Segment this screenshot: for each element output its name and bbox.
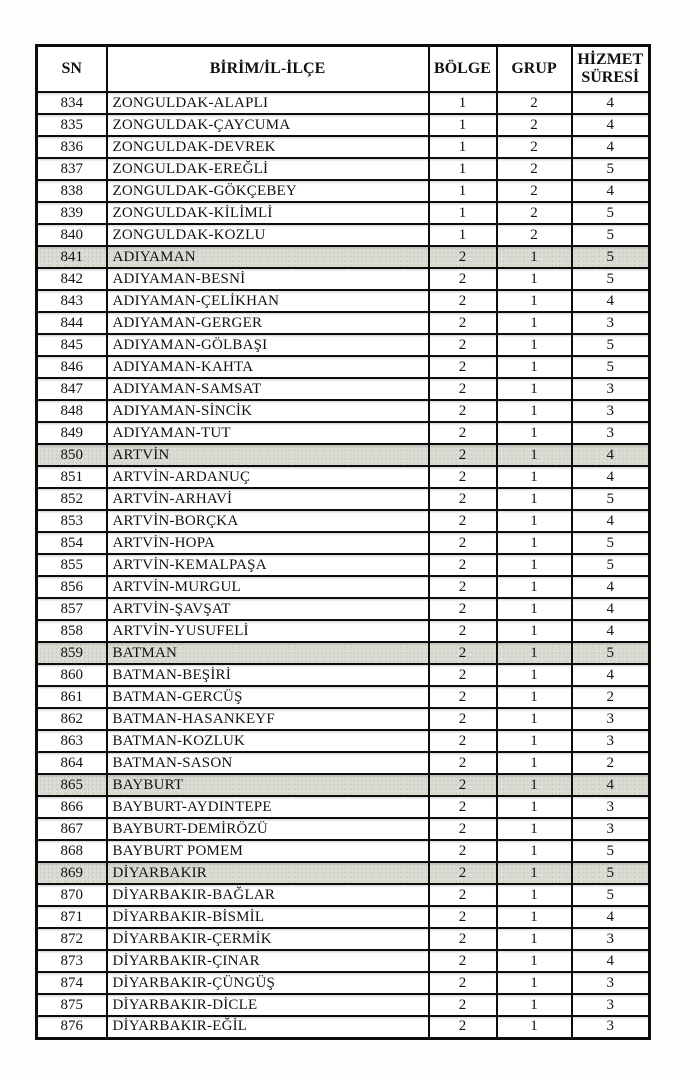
cell-bolge: 2	[429, 664, 497, 686]
cell-hizmet: 5	[572, 158, 650, 180]
cell-hizmet: 3	[572, 796, 650, 818]
cell-bolge: 2	[429, 752, 497, 774]
cell-sn: 862	[37, 708, 107, 730]
cell-sn: 869	[37, 862, 107, 884]
cell-sn: 849	[37, 422, 107, 444]
cell-sn: 858	[37, 620, 107, 642]
table-row	[37, 642, 650, 664]
cell-sn: 874	[37, 972, 107, 994]
cell-sn: 866	[37, 796, 107, 818]
table-row	[37, 620, 650, 642]
cell-sn: 835	[37, 114, 107, 136]
cell-bolge: 2	[429, 488, 497, 510]
cell-sn: 845	[37, 334, 107, 356]
cell-sn: 875	[37, 994, 107, 1016]
table-row	[37, 92, 650, 114]
cell-unit: ADIYAMAN	[107, 246, 429, 268]
cell-grup: 1	[497, 664, 572, 686]
table-row	[37, 268, 650, 290]
table-row	[37, 708, 650, 730]
cell-sn: 842	[37, 268, 107, 290]
cell-hizmet: 4	[572, 114, 650, 136]
column-header-unit: BİRİM/İL-İLÇE	[107, 46, 429, 93]
cell-hizmet: 3	[572, 708, 650, 730]
table-row	[37, 994, 650, 1016]
cell-unit: DİYARBAKIR-EĞİL	[107, 1016, 429, 1038]
table-row	[37, 290, 650, 312]
cell-unit: DİYARBAKIR	[107, 862, 429, 884]
cell-bolge: 2	[429, 576, 497, 598]
cell-hizmet: 3	[572, 928, 650, 950]
cell-grup: 1	[497, 730, 572, 752]
cell-unit: ARTVİN	[107, 444, 429, 466]
table-row	[37, 884, 650, 906]
table-row	[37, 862, 650, 884]
cell-sn: 867	[37, 818, 107, 840]
cell-unit: ZONGULDAK-ALAPLI	[107, 92, 429, 114]
cell-sn: 840	[37, 224, 107, 246]
cell-unit: ADIYAMAN-KAHTA	[107, 356, 429, 378]
table-row	[37, 158, 650, 180]
cell-unit: BATMAN	[107, 642, 429, 664]
table-row	[37, 840, 650, 862]
cell-bolge: 1	[429, 114, 497, 136]
cell-grup: 1	[497, 576, 572, 598]
cell-hizmet: 5	[572, 884, 650, 906]
cell-sn: 873	[37, 950, 107, 972]
table-row	[37, 180, 650, 202]
cell-hizmet: 4	[572, 136, 650, 158]
cell-sn: 861	[37, 686, 107, 708]
cell-grup: 1	[497, 466, 572, 488]
cell-bolge: 2	[429, 356, 497, 378]
cell-hizmet: 5	[572, 862, 650, 884]
cell-hizmet: 2	[572, 686, 650, 708]
cell-hizmet: 4	[572, 92, 650, 114]
cell-unit: ARTVİN-HOPA	[107, 532, 429, 554]
cell-grup: 2	[497, 224, 572, 246]
cell-grup: 1	[497, 796, 572, 818]
cell-bolge: 1	[429, 136, 497, 158]
cell-hizmet: 3	[572, 378, 650, 400]
cell-unit: BATMAN-KOZLUK	[107, 730, 429, 752]
cell-bolge: 2	[429, 334, 497, 356]
cell-grup: 2	[497, 180, 572, 202]
cell-unit: ARTVİN-YUSUFELİ	[107, 620, 429, 642]
cell-sn: 870	[37, 884, 107, 906]
cell-unit: ARTVİN-KEMALPAŞA	[107, 554, 429, 576]
cell-hizmet: 3	[572, 818, 650, 840]
cell-hizmet: 4	[572, 950, 650, 972]
table-row	[37, 972, 650, 994]
cell-unit: ZONGULDAK-ÇAYCUMA	[107, 114, 429, 136]
cell-bolge: 2	[429, 554, 497, 576]
cell-unit: ARTVİN-ŞAVŞAT	[107, 598, 429, 620]
cell-sn: 848	[37, 400, 107, 422]
cell-sn: 846	[37, 356, 107, 378]
cell-sn: 837	[37, 158, 107, 180]
cell-sn: 843	[37, 290, 107, 312]
cell-unit: ARTVİN-ARDANUÇ	[107, 466, 429, 488]
cell-sn: 872	[37, 928, 107, 950]
cell-bolge: 2	[429, 774, 497, 796]
cell-sn: 856	[37, 576, 107, 598]
cell-sn: 853	[37, 510, 107, 532]
cell-bolge: 2	[429, 510, 497, 532]
cell-hizmet: 4	[572, 664, 650, 686]
cell-grup: 1	[497, 950, 572, 972]
cell-grup: 1	[497, 598, 572, 620]
assignment-table	[35, 44, 651, 1040]
cell-bolge: 1	[429, 92, 497, 114]
cell-sn: 857	[37, 598, 107, 620]
cell-grup: 2	[497, 158, 572, 180]
cell-sn: 859	[37, 642, 107, 664]
cell-bolge: 2	[429, 422, 497, 444]
cell-grup: 1	[497, 972, 572, 994]
cell-sn: 851	[37, 466, 107, 488]
table-row	[37, 114, 650, 136]
cell-unit: DİYARBAKIR-ÇÜNGÜŞ	[107, 972, 429, 994]
cell-hizmet: 5	[572, 224, 650, 246]
cell-grup: 1	[497, 532, 572, 554]
table-row	[37, 136, 650, 158]
cell-hizmet: 5	[572, 488, 650, 510]
cell-unit: ARTVİN-BORÇKA	[107, 510, 429, 532]
cell-unit: ADIYAMAN-SAMSAT	[107, 378, 429, 400]
table-row	[37, 554, 650, 576]
cell-hizmet: 4	[572, 444, 650, 466]
table-row	[37, 950, 650, 972]
cell-grup: 1	[497, 994, 572, 1016]
cell-grup: 1	[497, 1016, 572, 1038]
table-row	[37, 224, 650, 246]
cell-unit: ZONGULDAK-KİLİMLİ	[107, 202, 429, 224]
cell-unit: BATMAN-SASON	[107, 752, 429, 774]
table-row	[37, 686, 650, 708]
column-header-grup: GRUP	[497, 46, 572, 93]
cell-unit: DİYARBAKIR-BİSMİL	[107, 906, 429, 928]
cell-grup: 2	[497, 92, 572, 114]
cell-hizmet: 3	[572, 994, 650, 1016]
cell-bolge: 1	[429, 202, 497, 224]
cell-unit: BAYBURT-AYDINTEPE	[107, 796, 429, 818]
cell-unit: DİYARBAKIR-BAĞLAR	[107, 884, 429, 906]
cell-bolge: 2	[429, 972, 497, 994]
table-row	[37, 422, 650, 444]
cell-grup: 1	[497, 642, 572, 664]
cell-bolge: 2	[429, 466, 497, 488]
cell-sn: 844	[37, 312, 107, 334]
cell-sn: 863	[37, 730, 107, 752]
cell-sn: 865	[37, 774, 107, 796]
cell-hizmet: 5	[572, 268, 650, 290]
cell-hizmet: 3	[572, 730, 650, 752]
cell-grup: 1	[497, 290, 572, 312]
cell-bolge: 2	[429, 246, 497, 268]
cell-sn: 860	[37, 664, 107, 686]
cell-unit: ZONGULDAK-EREĞLİ	[107, 158, 429, 180]
cell-sn: 847	[37, 378, 107, 400]
cell-unit: BATMAN-HASANKEYF	[107, 708, 429, 730]
cell-hizmet: 4	[572, 598, 650, 620]
cell-bolge: 2	[429, 312, 497, 334]
cell-sn: 868	[37, 840, 107, 862]
cell-sn: 852	[37, 488, 107, 510]
table-row	[37, 202, 650, 224]
cell-bolge: 2	[429, 620, 497, 642]
cell-unit: BAYBURT	[107, 774, 429, 796]
cell-grup: 1	[497, 884, 572, 906]
table-row	[37, 356, 650, 378]
cell-bolge: 2	[429, 642, 497, 664]
cell-unit: DİYARBAKIR-ÇINAR	[107, 950, 429, 972]
cell-unit: DİYARBAKIR-DİCLE	[107, 994, 429, 1016]
cell-hizmet: 5	[572, 246, 650, 268]
cell-bolge: 2	[429, 1016, 497, 1038]
cell-bolge: 1	[429, 180, 497, 202]
column-header-bolge: BÖLGE	[429, 46, 497, 93]
cell-grup: 1	[497, 818, 572, 840]
table-row	[37, 906, 650, 928]
cell-hizmet: 4	[572, 466, 650, 488]
table-row	[37, 1016, 650, 1038]
table-row	[37, 400, 650, 422]
cell-grup: 1	[497, 840, 572, 862]
cell-grup: 1	[497, 928, 572, 950]
cell-hizmet: 5	[572, 840, 650, 862]
cell-grup: 1	[497, 862, 572, 884]
table-row	[37, 730, 650, 752]
cell-unit: BATMAN-GERCÜŞ	[107, 686, 429, 708]
cell-unit: ADIYAMAN-GERGER	[107, 312, 429, 334]
cell-bolge: 2	[429, 928, 497, 950]
cell-bolge: 2	[429, 378, 497, 400]
cell-hizmet: 4	[572, 180, 650, 202]
cell-unit: ZONGULDAK-DEVREK	[107, 136, 429, 158]
table-row	[37, 774, 650, 796]
cell-sn: 834	[37, 92, 107, 114]
cell-grup: 1	[497, 444, 572, 466]
cell-sn: 841	[37, 246, 107, 268]
cell-grup: 1	[497, 356, 572, 378]
cell-unit: ADIYAMAN-GÖLBAŞI	[107, 334, 429, 356]
cell-grup: 1	[497, 378, 572, 400]
cell-hizmet: 5	[572, 334, 650, 356]
cell-hizmet: 3	[572, 422, 650, 444]
cell-sn: 864	[37, 752, 107, 774]
cell-unit: ZONGULDAK-GÖKÇEBEY	[107, 180, 429, 202]
table-row	[37, 444, 650, 466]
cell-hizmet: 3	[572, 1016, 650, 1038]
cell-bolge: 1	[429, 158, 497, 180]
cell-bolge: 2	[429, 906, 497, 928]
cell-hizmet: 3	[572, 400, 650, 422]
cell-bolge: 2	[429, 268, 497, 290]
cell-hizmet: 5	[572, 554, 650, 576]
cell-grup: 2	[497, 114, 572, 136]
cell-bolge: 2	[429, 994, 497, 1016]
cell-bolge: 2	[429, 708, 497, 730]
cell-grup: 1	[497, 554, 572, 576]
cell-hizmet: 4	[572, 510, 650, 532]
cell-unit: ARTVİN-ARHAVİ	[107, 488, 429, 510]
cell-grup: 1	[497, 686, 572, 708]
cell-grup: 1	[497, 752, 572, 774]
cell-hizmet: 4	[572, 774, 650, 796]
cell-unit: BATMAN-BEŞİRİ	[107, 664, 429, 686]
cell-bolge: 2	[429, 950, 497, 972]
cell-hizmet: 3	[572, 972, 650, 994]
cell-grup: 1	[497, 400, 572, 422]
cell-unit: ADIYAMAN-ÇELİKHAN	[107, 290, 429, 312]
cell-hizmet: 4	[572, 576, 650, 598]
column-header-hizmet: HİZMET SÜRESİ	[572, 46, 650, 93]
cell-grup: 1	[497, 620, 572, 642]
cell-grup: 1	[497, 708, 572, 730]
table-row	[37, 532, 650, 554]
cell-hizmet: 3	[572, 312, 650, 334]
cell-sn: 839	[37, 202, 107, 224]
cell-grup: 1	[497, 488, 572, 510]
cell-sn: 855	[37, 554, 107, 576]
cell-unit: ARTVİN-MURGUL	[107, 576, 429, 598]
cell-bolge: 2	[429, 840, 497, 862]
cell-bolge: 2	[429, 796, 497, 818]
cell-unit: ADIYAMAN-SİNCİK	[107, 400, 429, 422]
cell-grup: 2	[497, 136, 572, 158]
cell-bolge: 2	[429, 444, 497, 466]
cell-grup: 1	[497, 268, 572, 290]
cell-bolge: 2	[429, 818, 497, 840]
table-row	[37, 576, 650, 598]
cell-unit: ADIYAMAN-BESNİ	[107, 268, 429, 290]
table-row	[37, 796, 650, 818]
cell-sn: 850	[37, 444, 107, 466]
table-row	[37, 664, 650, 686]
table-row	[37, 752, 650, 774]
cell-unit: BAYBURT-DEMİRÖZÜ	[107, 818, 429, 840]
cell-sn: 876	[37, 1016, 107, 1038]
cell-bolge: 2	[429, 686, 497, 708]
cell-hizmet: 5	[572, 356, 650, 378]
cell-grup: 1	[497, 510, 572, 532]
table-row	[37, 928, 650, 950]
cell-unit: ZONGULDAK-KOZLU	[107, 224, 429, 246]
cell-unit: BAYBURT POMEM	[107, 840, 429, 862]
column-header-sn: SN	[37, 46, 107, 93]
cell-hizmet: 5	[572, 642, 650, 664]
cell-bolge: 2	[429, 862, 497, 884]
cell-bolge: 2	[429, 532, 497, 554]
table-row	[37, 466, 650, 488]
cell-bolge: 2	[429, 598, 497, 620]
table-row	[37, 598, 650, 620]
cell-grup: 2	[497, 202, 572, 224]
cell-unit: ADIYAMAN-TUT	[107, 422, 429, 444]
cell-hizmet: 5	[572, 202, 650, 224]
cell-bolge: 1	[429, 224, 497, 246]
cell-sn: 836	[37, 136, 107, 158]
cell-bolge: 2	[429, 730, 497, 752]
cell-grup: 1	[497, 246, 572, 268]
table-row	[37, 488, 650, 510]
table-row	[37, 334, 650, 356]
cell-hizmet: 5	[572, 532, 650, 554]
cell-hizmet: 4	[572, 290, 650, 312]
table-row	[37, 312, 650, 334]
cell-unit: DİYARBAKIR-ÇERMİK	[107, 928, 429, 950]
cell-sn: 854	[37, 532, 107, 554]
cell-sn: 838	[37, 180, 107, 202]
cell-bolge: 2	[429, 290, 497, 312]
table-row	[37, 246, 650, 268]
cell-grup: 1	[497, 422, 572, 444]
cell-bolge: 2	[429, 400, 497, 422]
table-row	[37, 818, 650, 840]
table-row	[37, 378, 650, 400]
cell-hizmet: 2	[572, 752, 650, 774]
cell-grup: 1	[497, 334, 572, 356]
cell-hizmet: 4	[572, 620, 650, 642]
cell-grup: 1	[497, 906, 572, 928]
table-row	[37, 510, 650, 532]
cell-hizmet: 4	[572, 906, 650, 928]
cell-sn: 871	[37, 906, 107, 928]
table-header-row	[37, 46, 650, 93]
cell-grup: 1	[497, 774, 572, 796]
cell-grup: 1	[497, 312, 572, 334]
cell-bolge: 2	[429, 884, 497, 906]
